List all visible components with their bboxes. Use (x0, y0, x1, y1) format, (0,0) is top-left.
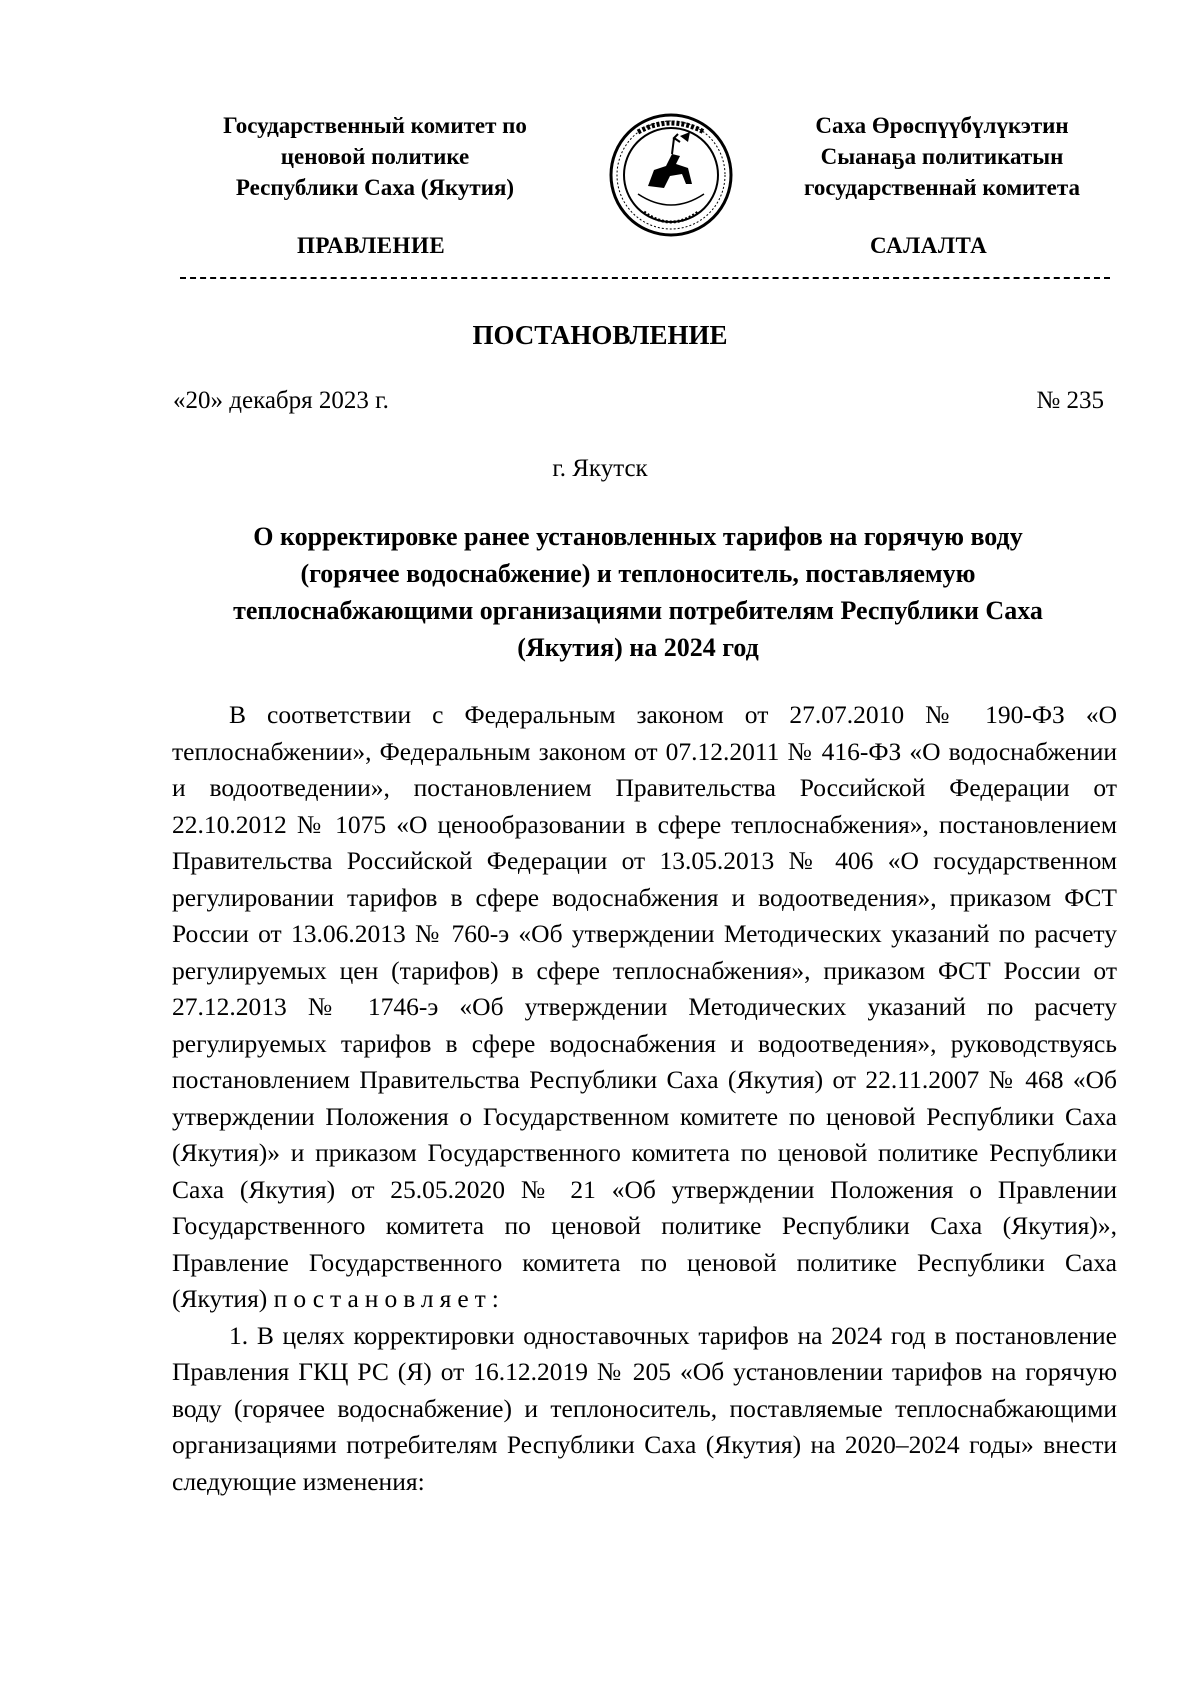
org-line: государственнай комитета (804, 175, 1080, 200)
title-line: (Якутия) на 2024 год (517, 633, 759, 662)
board-label-yakut: САЛАЛТА (870, 233, 988, 258)
org-name-russian (170, 110, 580, 203)
org-name-yakut (752, 110, 1132, 203)
document-number: № 235 (1036, 387, 1104, 414)
republic-emblem-icon (608, 112, 734, 238)
org-line: Республики Саха (Якутия) (235, 175, 515, 200)
board-label-russian: ПРАВЛЕНИЕ (297, 233, 446, 258)
item-1-paragraph: 1. В целях корректировки одноставочных тарифов на 2024 год в постановление Правления ГКЦ РС (Я) от 16.12.2019 № 205 «Об установлении тарифов на горячую воду (горячее водоснабжение) и теплоноситель, поставляемые теплоснабжающими организациями потребителям Республики Саха (Якутия) на 2020–2024 годы» внести следующие изменения: (172, 1320, 1117, 1496)
org-line: ценовой политике (280, 144, 470, 169)
document-date: «20» декабря 2023 г. (173, 387, 389, 414)
header-divider (180, 277, 1110, 279)
preamble-paragraph (172, 697, 1117, 1318)
title-line: О корректировке ранее установленных тарифов на горячую воду (253, 522, 1023, 551)
preamble-text: В соответствии с Федеральным законом от 27.07.2010 № 190-ФЗ «О теплоснабжении», Федеральным законом от 07.12.2011 № 416-ФЗ «О водоснабжении и водоотведении», постановлением Правительства Российской Федерации от 22.10.2012 № 1075 «О ценообразовании в сфере теплоснабжения», постановлением Правительства Российской Федерации от 13.05.2013 № 406 «О государственном регулировании тарифов в сфере водоснабжения и водоотведения», приказом ФСТ России от 13.06.2013 № 760-э «Об утверждении Методических указаний по расчету регулируемых цен (тарифов) в сфере теплоснабжения», приказом ФСТ России от 27.12.2013 № 1746-э «Об утверждении Методических указаний по расчету регулируемых тарифов в сфере водоснабжения и водоотведения», руководствуясь постановлением Правительства Республики Саха (Якутия) от 22.11.2007 № 468 «Об утверждении Положения о Государственном комитете по ценовой Республики Саха (Якутия)» и приказом Государственного комитета по ценовой политике Республики Саха (Якутия) от 25.05.2020 № 21 «Об утверждении Положения о Правлении Государственного комитета по ценовой политике Республики Саха (Якутия)», Правление Государственного комитета по ценовой политике Республики Саха (Якутия) (172, 700, 1117, 1313)
document-body (172, 697, 1117, 1500)
title-line: теплоснабжающими организациями потребителям Республики Саха (233, 596, 1043, 625)
decree-word: постановляет: (273, 1284, 505, 1313)
document-city: г. Якутск (552, 455, 648, 482)
document-title (178, 518, 1098, 666)
org-line: Сыанаҕа политикатын (820, 144, 1064, 169)
title-line: (горячее водоснабжение) и теплоноситель, поставляемую (300, 559, 976, 588)
org-line: Саха Өрөспүүбүлүкэтин (815, 113, 1069, 138)
org-line: Государственный комитет по (223, 113, 527, 138)
document-type: ПОСТАНОВЛЕНИЕ (472, 320, 728, 350)
